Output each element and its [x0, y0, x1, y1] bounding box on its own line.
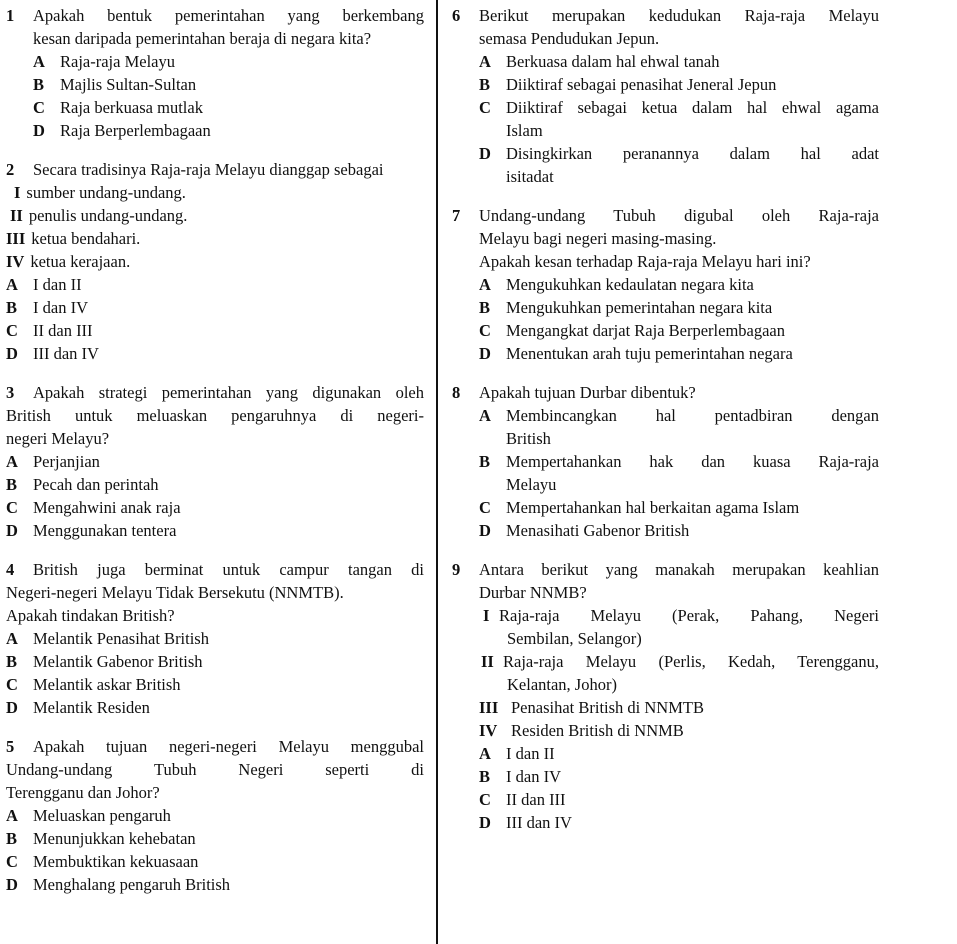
option-a[interactable] — [479, 404, 879, 450]
stem-line: Apakah bentuk pemerintahan yang berkembang — [33, 6, 424, 25]
statement-numeral: I — [483, 606, 490, 625]
right-column — [452, 4, 879, 834]
option-b[interactable] — [6, 473, 424, 496]
option-text: III dan IV — [506, 813, 572, 832]
option-letter: D — [33, 121, 45, 140]
option-d[interactable] — [6, 342, 424, 365]
statement-text: penulis undang-undang. — [28, 206, 188, 225]
stem-line: British juga berminat untuk campur tangan di — [33, 560, 424, 579]
stem-line: Apakah strategi pemerintahan yang digunakan oleh — [33, 383, 424, 402]
statement-text: sumber undang-undang. — [26, 183, 186, 202]
option-letter: D — [6, 698, 18, 717]
option-text: Menentukan arah tuju pemerintahan negara — [506, 344, 793, 363]
option-text: Meluaskan pengaruh — [33, 806, 171, 825]
option-b[interactable] — [33, 73, 424, 96]
question-8 — [452, 381, 879, 542]
question-stem — [33, 558, 424, 581]
question-2 — [6, 158, 424, 365]
option-letter: D — [6, 344, 18, 363]
option-letter: D — [479, 521, 491, 540]
option-letter: C — [479, 790, 491, 809]
statement-i — [479, 604, 879, 650]
option-d[interactable] — [33, 119, 424, 142]
option-letter: C — [6, 675, 18, 694]
option-text-line: Disingkirkan peranannya dalam hal adat — [506, 144, 879, 163]
option-text: Mengukuhkan pemerintahan negara kita — [506, 298, 773, 317]
option-text: Mempertahankan hal berkaitan agama Islam — [506, 498, 800, 517]
option-letter: C — [6, 321, 18, 340]
question-stem — [479, 558, 879, 604]
statement-numeral: IV — [479, 721, 498, 740]
statement-text-line: Raja-raja Melayu (Perak, Pahang, Negeri — [499, 606, 879, 625]
option-c[interactable] — [479, 788, 879, 811]
option-c[interactable] — [6, 673, 424, 696]
question-stem — [33, 381, 424, 404]
option-letter: A — [6, 452, 18, 471]
stem-continuation — [6, 758, 424, 804]
option-c[interactable] — [479, 319, 879, 342]
statement-iv — [479, 719, 879, 742]
question-number: 4 — [6, 560, 15, 579]
option-d[interactable] — [479, 342, 879, 365]
option-text-line: British — [506, 429, 551, 448]
option-text: Majlis Sultan-Sultan — [60, 75, 197, 94]
statement-text: Residen British di NNMB — [511, 721, 684, 740]
stem-line: semasa Pendudukan Jepun. — [479, 29, 660, 48]
option-letter: A — [479, 52, 491, 71]
option-text: III dan IV — [33, 344, 99, 363]
stem-line: kesan daripada pemerintahan beraja di negara kita? — [33, 29, 372, 48]
statement-ii — [479, 650, 879, 696]
option-letter: C — [6, 852, 18, 871]
option-letter: A — [6, 275, 18, 294]
option-letter: D — [6, 521, 18, 540]
stem-line: Apakah tujuan Durbar dibentuk? — [479, 383, 696, 402]
option-letter: B — [479, 298, 491, 317]
column-divider — [436, 0, 438, 944]
option-a[interactable] — [6, 804, 424, 827]
option-text: Mengukuhkan kedaulatan negara kita — [506, 275, 754, 294]
left-column — [6, 4, 424, 896]
stem-line: negeri Melayu? — [6, 429, 110, 448]
stem-line: Apakah kesan terhadap Raja-raja Melayu hari ini? — [479, 252, 811, 271]
question-stem — [479, 4, 879, 50]
option-letter: B — [479, 767, 491, 786]
question-1 — [6, 4, 424, 142]
option-text: Melantik Gabenor British — [33, 652, 203, 671]
option-b[interactable] — [479, 73, 879, 96]
option-b[interactable] — [6, 296, 424, 319]
option-text: I dan II — [33, 275, 82, 294]
statement-numeral: IV — [6, 252, 25, 271]
option-text: Menasihati Gabenor British — [506, 521, 690, 540]
option-text-line: Islam — [506, 121, 543, 140]
statement-text-line: Sembilan, Selangor) — [507, 629, 642, 648]
option-text: Berkuasa dalam hal ehwal tanah — [506, 52, 720, 71]
option-letter: A — [6, 806, 18, 825]
statement-ii — [6, 204, 424, 227]
stem-line: Berikut merupakan kedudukan Raja-raja Melayu — [479, 6, 879, 25]
option-d[interactable] — [6, 873, 424, 896]
question-number: 7 — [452, 206, 461, 225]
option-letter: B — [6, 652, 18, 671]
option-text-line: Mempertahankan hak dan kuasa Raja-raja — [506, 452, 879, 471]
option-letter: B — [479, 75, 491, 94]
option-a[interactable] — [33, 50, 424, 73]
option-b[interactable] — [6, 827, 424, 850]
statement-numeral: III — [479, 698, 499, 717]
option-letter: B — [6, 298, 18, 317]
option-text: Menggunakan tentera — [33, 521, 177, 540]
question-number: 9 — [452, 560, 461, 579]
statement-text: Penasihat British di NNMTB — [511, 698, 704, 717]
question-6 — [452, 4, 879, 188]
option-text: Menunjukkan kehebatan — [33, 829, 196, 848]
option-text: Raja berkuasa mutlak — [60, 98, 203, 117]
stem-continuation — [6, 581, 424, 627]
option-text: Melantik Penasihat British — [33, 629, 209, 648]
question-3 — [6, 381, 424, 542]
option-a[interactable] — [6, 450, 424, 473]
option-letter: B — [6, 829, 18, 848]
option-text: I dan II — [506, 744, 555, 763]
stem-line: Durbar NNMB? — [479, 583, 587, 602]
option-text: Membuktikan kekuasaan — [33, 852, 199, 871]
stem-line: Melayu bagi negeri masing-masing. — [479, 229, 717, 248]
option-c[interactable] — [33, 96, 424, 119]
option-text: Melantik Residen — [33, 698, 150, 717]
statement-text: ketua bendahari. — [31, 229, 141, 248]
question-number: 2 — [6, 160, 15, 179]
option-c[interactable] — [479, 96, 879, 142]
option-text: Mengahwini anak raja — [33, 498, 181, 517]
statement-i — [6, 181, 424, 204]
option-a[interactable] — [6, 273, 424, 296]
question-number: 1 — [6, 6, 15, 25]
stem-line: Terengganu dan Johor? — [6, 783, 160, 802]
stem-line: Undang-undang Tubuh digubal oleh Raja-raja — [479, 206, 879, 225]
question-7 — [452, 204, 879, 365]
question-stem — [479, 381, 879, 404]
option-text: Melantik askar British — [33, 675, 181, 694]
stem-line: Secara tradisinya Raja-raja Melayu dianggap sebagai — [33, 160, 384, 179]
question-stem — [33, 158, 424, 181]
option-letter: C — [479, 321, 491, 340]
option-a[interactable] — [6, 627, 424, 650]
option-text: Perjanjian — [33, 452, 100, 471]
question-9 — [452, 558, 879, 834]
option-d[interactable] — [6, 696, 424, 719]
statement-text: ketua kerajaan. — [30, 252, 131, 271]
option-letter: C — [33, 98, 45, 117]
option-text-line: isitadat — [506, 167, 554, 186]
option-b[interactable] — [479, 765, 879, 788]
option-letter: C — [479, 98, 491, 117]
question-number: 6 — [452, 6, 461, 25]
option-letter: A — [33, 52, 45, 71]
option-d[interactable] — [479, 811, 879, 834]
statement-numeral: I — [14, 183, 21, 202]
option-letter: A — [479, 275, 491, 294]
option-text: I dan IV — [506, 767, 561, 786]
question-number: 8 — [452, 383, 461, 402]
statement-iv — [6, 250, 424, 273]
option-a[interactable] — [479, 742, 879, 765]
question-stem — [33, 735, 424, 758]
statement-list — [6, 181, 424, 273]
statement-numeral: II — [481, 652, 494, 671]
option-a[interactable] — [479, 50, 879, 73]
statement-numeral: III — [6, 229, 26, 248]
stem-continuation — [6, 404, 424, 450]
question-4 — [6, 558, 424, 719]
option-c[interactable] — [6, 850, 424, 873]
statement-iii — [6, 227, 424, 250]
option-letter: B — [479, 452, 491, 471]
question-number: 5 — [6, 737, 15, 756]
option-text: Pecah dan perintah — [33, 475, 159, 494]
option-text: II dan III — [506, 790, 566, 809]
option-b[interactable] — [479, 296, 879, 319]
option-d[interactable] — [479, 142, 879, 188]
option-c[interactable] — [479, 496, 879, 519]
option-letter: D — [479, 144, 491, 163]
option-text: Menghalang pengaruh British — [33, 875, 231, 894]
option-b[interactable] — [479, 450, 879, 496]
option-letter: C — [479, 498, 491, 517]
option-text: Raja-raja Melayu — [60, 52, 175, 71]
stem-line: British untuk meluaskan pengaruhnya di negeri- — [6, 406, 424, 425]
statement-text-line: Raja-raja Melayu (Perlis, Kedah, Terengganu, — [503, 652, 879, 671]
option-d[interactable] — [6, 519, 424, 542]
statement-text-line: Kelantan, Johor) — [507, 675, 617, 694]
question-stem — [33, 4, 424, 50]
statement-iii — [479, 696, 879, 719]
option-a[interactable] — [479, 273, 879, 296]
option-letter: A — [479, 744, 491, 763]
option-letter: A — [479, 406, 491, 425]
stem-line: Apakah tujuan negeri-negeri Melayu menggubal — [33, 737, 424, 756]
option-letter: B — [33, 75, 45, 94]
option-c[interactable] — [6, 496, 424, 519]
option-text: Raja Berperlembagaan — [60, 121, 211, 140]
stem-line: Negeri-negeri Melayu Tidak Bersekutu (NNMTB). — [6, 583, 344, 602]
option-text: II dan III — [33, 321, 93, 340]
stem-line: Antara berikut yang manakah merupakan keahlian — [479, 560, 879, 579]
statement-list — [479, 604, 879, 742]
stem-line: Apakah tindakan British? — [6, 606, 175, 625]
option-text: Mengangkat darjat Raja Berperlembagaan — [506, 321, 786, 340]
statement-numeral: II — [10, 206, 23, 225]
question-stem — [479, 204, 879, 273]
option-letter: A — [6, 629, 18, 648]
option-letter: C — [6, 498, 18, 517]
stem-line: Undang-undang Tubuh Negeri seperti di — [6, 760, 424, 779]
option-text-line: Membincangkan hal pentadbiran dengan — [506, 406, 879, 425]
option-text-line: Diiktiraf sebagai ketua dalam hal ehwal agama — [506, 98, 879, 117]
option-text-line: Melayu — [506, 475, 557, 494]
option-letter: D — [6, 875, 18, 894]
option-d[interactable] — [479, 519, 879, 542]
option-letter: D — [479, 344, 491, 363]
option-letter: D — [479, 813, 491, 832]
question-number: 3 — [6, 383, 15, 402]
question-5 — [6, 735, 424, 896]
option-text: I dan IV — [33, 298, 88, 317]
option-letter: B — [6, 475, 18, 494]
option-c[interactable] — [6, 319, 424, 342]
option-b[interactable] — [6, 650, 424, 673]
option-text: Diiktiraf sebagai penasihat Jeneral Jepun — [506, 75, 777, 94]
